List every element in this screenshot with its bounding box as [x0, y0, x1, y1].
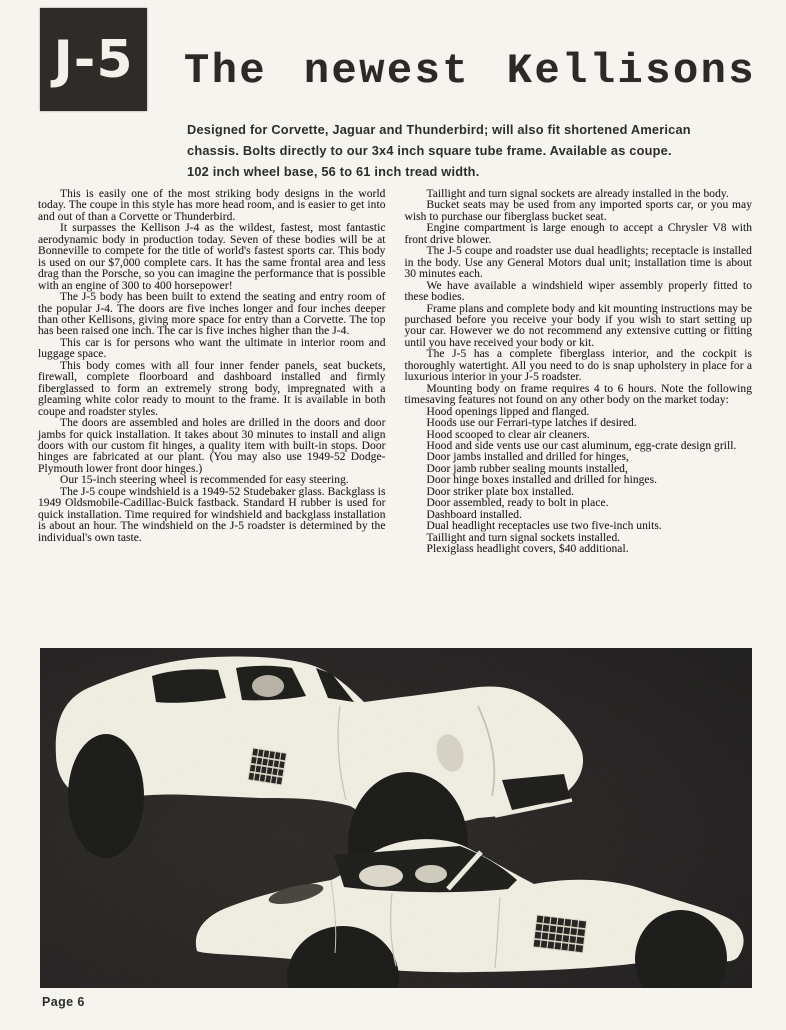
feature-item: Plexiglass headlight covers, $40 additional.: [426, 543, 629, 556]
film-grain-overlay: [40, 648, 752, 988]
paragraph: Bucket seats may be used from any imported sports car, or you may wish to purchase our fiberglass bucket seat.: [404, 199, 752, 223]
car-photo: [40, 648, 752, 988]
paragraph: Our 15-inch steering wheel is recommended for easy steering.: [60, 474, 349, 487]
feature-item: Hoods use our Ferrari-type latches if desired.: [426, 417, 637, 430]
feature-item: Door hinge boxes installed and drilled for hinges.: [426, 474, 658, 487]
left-column: [38, 189, 386, 556]
page-title: The newest Kellisons: [184, 47, 757, 95]
paragraph: We have available a windshield wiper assembly properly fitted to these bodies.: [404, 279, 752, 304]
intro-blurb: [187, 119, 732, 182]
model-badge-label: J-5: [53, 29, 134, 90]
paragraph: Frame plans and complete body and kit mounting instructions may be purchased before you receive your body if you wish to start setting up your car. However we do not recommend any extensive cutting or fitting until you have received your body or kit.: [404, 302, 752, 349]
feature-item: Door assembled, ready to bolt in place.: [426, 497, 609, 510]
feature-item: Taillight and turn signal sockets installed.: [426, 531, 621, 544]
paragraph: The J-5 coupe windshield is a 1949-52 Studebaker glass. Backglass is 1949 Oldsmobile-Cadillac-Buick fastback. Standard H rubber is used for quick installation. Time required for windshield and backglass installation is about an hour. The windshield on the J-5 roadster is determined by the individual's own taste.: [38, 485, 386, 544]
right-column: [405, 189, 753, 556]
feature-item: Dashboard installed.: [426, 508, 523, 521]
paragraph: The doors are assembled and holes are drilled in the doors and door jambs for quick installation. It takes about 30 minutes to install and align doors with our custom fit hinges, a quality item with built-in stops. Door hinges are fabricated at our plant. (You may also use 1949-52 Dodge-Plymouth lower front door hinges.): [38, 417, 386, 475]
paragraph: Taillight and turn signal sockets are already installed in the body.: [426, 188, 729, 200]
paragraph: The J-5 body has been built to extend the seating and entry room of the popular J-4. The doors are five inches longer and four inches deeper than other Kellisons, giving more space for entry than a Corvette. The top has been raised one inch. The car is five inches higher than the J-4.: [38, 291, 386, 338]
feature-item: Dual headlight receptacles use two five-inch units.: [426, 520, 662, 533]
intro-line-3: 102 inch wheel base, 56 to 61 inch tread width.: [187, 164, 480, 179]
intro-line-2: chassis. Bolts directly to our 3x4 inch square tube frame. Available as coupe.: [187, 143, 672, 158]
model-badge: [40, 8, 147, 111]
paragraph: The J-5 coupe and roadster use dual headlights; receptacle is installed in the body. Use any General Motors dual unit; installation time is about 30 minutes each.: [404, 245, 752, 281]
feature-item: Door striker plate box installed.: [426, 485, 575, 498]
paragraph: It surpasses the Kellison J-4 as the wildest, fastest, most fantastic aerodynamic body in production today. Seven of these bodies will be at Bonneville to compete for the title of world's fastest sports car. This body is used on our $7,000 complete cars. It has the same frontal area and less drag than the Porsche, so you can imagine the performance that is possible with an engine of 300 to 400 horsepower!: [38, 222, 386, 292]
feature-item: Hood and side vents use our cast aluminum, egg-crate design grill.: [426, 439, 737, 452]
feature-item: Hood openings lipped and flanged.: [426, 405, 590, 418]
paragraph: This body comes with all four inner fender panels, seat buckets, firewall, complete floorboard and dashboard installed and firmly fiberglassed to form an extremely strong body, impregnated with a gleaming white color ready to mount to the frame. It is available in both coupe and roadster styles.: [38, 359, 386, 418]
page-number: Page 6: [42, 995, 85, 1009]
paragraph: The J-5 has a complete fiberglass interior, and the cockpit is thoroughly watertight. All you need to do is snap upholstery in place for a luxurious interior in your J-5 roadster.: [404, 348, 752, 384]
feature-item: Door jamb rubber sealing mounts installed,: [426, 462, 628, 475]
feature-item: Hood scooped to clear air cleaners.: [426, 428, 590, 441]
paragraph: This car is for persons who want the ultimate in interior room and luggage space.: [38, 336, 386, 361]
paragraph: Mounting body on frame requires 4 to 6 hours. Note the following timesaving features not found on any other body on the market today:: [404, 382, 752, 407]
feature-item: Door jambs installed and drilled for hinges,: [426, 451, 629, 464]
intro-line-1: Designed for Corvette, Jaguar and Thunderbird; will also fit shortened American: [187, 122, 691, 137]
paragraph: This is easily one of the most striking body designs in the world today. The coupe in this style has more head room, and is easier to get into and out of than a Corvette or Thunderbird.: [38, 188, 386, 223]
article-body: [38, 189, 752, 556]
paragraph: Engine compartment is large enough to accept a Chrysler V8 with front drive blower.: [404, 222, 752, 246]
